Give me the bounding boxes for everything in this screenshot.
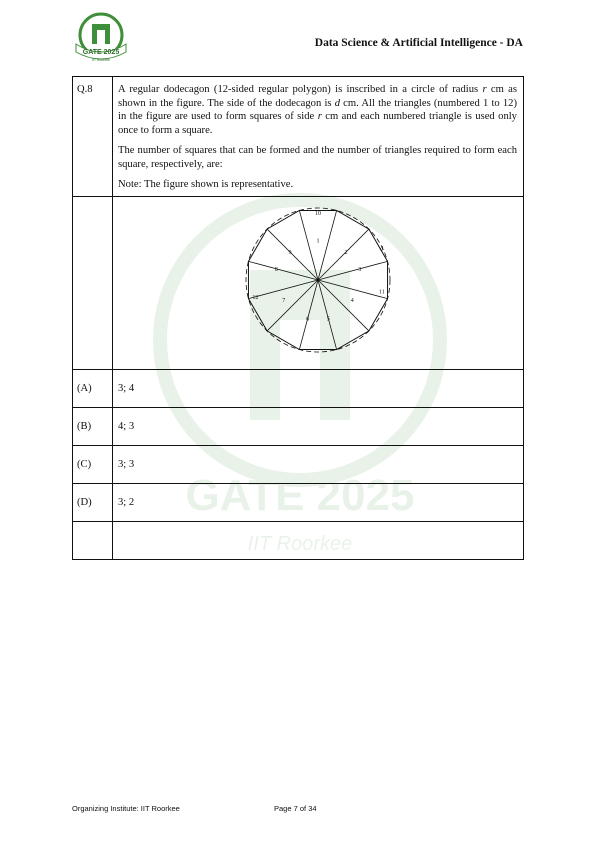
radius-line bbox=[318, 229, 369, 280]
blank-cell-right bbox=[113, 522, 524, 560]
option-row-a[interactable] bbox=[73, 370, 524, 408]
question-stem: A regular dodecagon (12-sided regular polygon) is inscribed in a circle of radius r cm as shown in the figure. The side of the dodecagon is d cm. All the triangles (numbered 1 to 12) in the figure are used to form squares of side r cm and each numbered triangle is used only once to form a square. bbox=[118, 84, 517, 136]
option-b-value[interactable]: 4; 3 bbox=[113, 408, 524, 446]
triangle-label: 5 bbox=[326, 315, 330, 322]
side-label-d: d bbox=[379, 246, 383, 253]
radius-line bbox=[299, 210, 318, 280]
option-row-b[interactable] bbox=[73, 408, 524, 446]
radius-line bbox=[248, 280, 318, 299]
triangle-label: 2 bbox=[344, 249, 348, 256]
triangle-label: 12 bbox=[252, 294, 259, 301]
question-number: Q.8 bbox=[73, 77, 113, 197]
radius-line bbox=[318, 280, 337, 350]
triangle-label: 6 bbox=[306, 315, 310, 322]
gate-2025-logo bbox=[70, 10, 132, 66]
triangle-label: 4 bbox=[350, 297, 354, 304]
option-row-c[interactable] bbox=[73, 446, 524, 484]
option-b-label[interactable]: (B) bbox=[73, 408, 113, 446]
option-d-label[interactable]: (D) bbox=[73, 484, 113, 522]
question-prompt: The number of squares that can be formed and the number of triangles required to form each square, respectively, are: bbox=[118, 145, 517, 170]
question-note: Note: The figure shown is representative. bbox=[118, 179, 294, 190]
watermark-text: GATE 2025 bbox=[185, 471, 415, 520]
figure-cell bbox=[113, 196, 524, 370]
figure-row bbox=[73, 196, 524, 370]
footer-institute: Organizing Institute: IIT Roorkee bbox=[72, 804, 180, 813]
question-row bbox=[73, 77, 524, 197]
triangle-label: 11 bbox=[378, 288, 385, 295]
footer-page-number: Page 7 of 34 bbox=[274, 804, 317, 813]
triangle-label: 1 bbox=[316, 237, 320, 244]
triangle-label: 3 bbox=[358, 266, 362, 273]
option-c-label[interactable]: (C) bbox=[73, 446, 113, 484]
question-body bbox=[113, 77, 524, 197]
radius-line bbox=[248, 261, 318, 280]
option-c-value[interactable]: 3; 3 bbox=[113, 446, 524, 484]
radius-line bbox=[318, 280, 388, 299]
dodecagon-figure bbox=[113, 197, 523, 365]
question-table bbox=[72, 76, 524, 560]
paper-title: Data Science & Artificial Intelligence - DA bbox=[314, 37, 523, 49]
option-d-value[interactable]: 3; 2 bbox=[113, 484, 524, 522]
triangle-label: 9 bbox=[288, 249, 292, 256]
triangle-label: 10 bbox=[315, 210, 321, 217]
watermark-subtext: IIT Roorkee bbox=[247, 533, 353, 555]
radius-line bbox=[299, 280, 318, 350]
option-a-value[interactable]: 3; 4 bbox=[113, 370, 524, 408]
figure-label-cell bbox=[73, 196, 113, 370]
radius-line bbox=[267, 280, 318, 331]
blank-row bbox=[73, 522, 524, 560]
blank-cell-left bbox=[73, 522, 113, 560]
radius-line bbox=[318, 210, 337, 280]
logo-text: GATE 2025 bbox=[82, 49, 120, 56]
option-row-d[interactable] bbox=[73, 484, 524, 522]
triangle-label: 8 bbox=[274, 266, 278, 273]
radius-line bbox=[318, 261, 388, 280]
option-a-label[interactable]: (A) bbox=[73, 370, 113, 408]
logo-subtext: IIT Roorkee bbox=[91, 58, 111, 62]
radius-line bbox=[318, 280, 369, 331]
triangle-label: 7 bbox=[282, 297, 286, 304]
